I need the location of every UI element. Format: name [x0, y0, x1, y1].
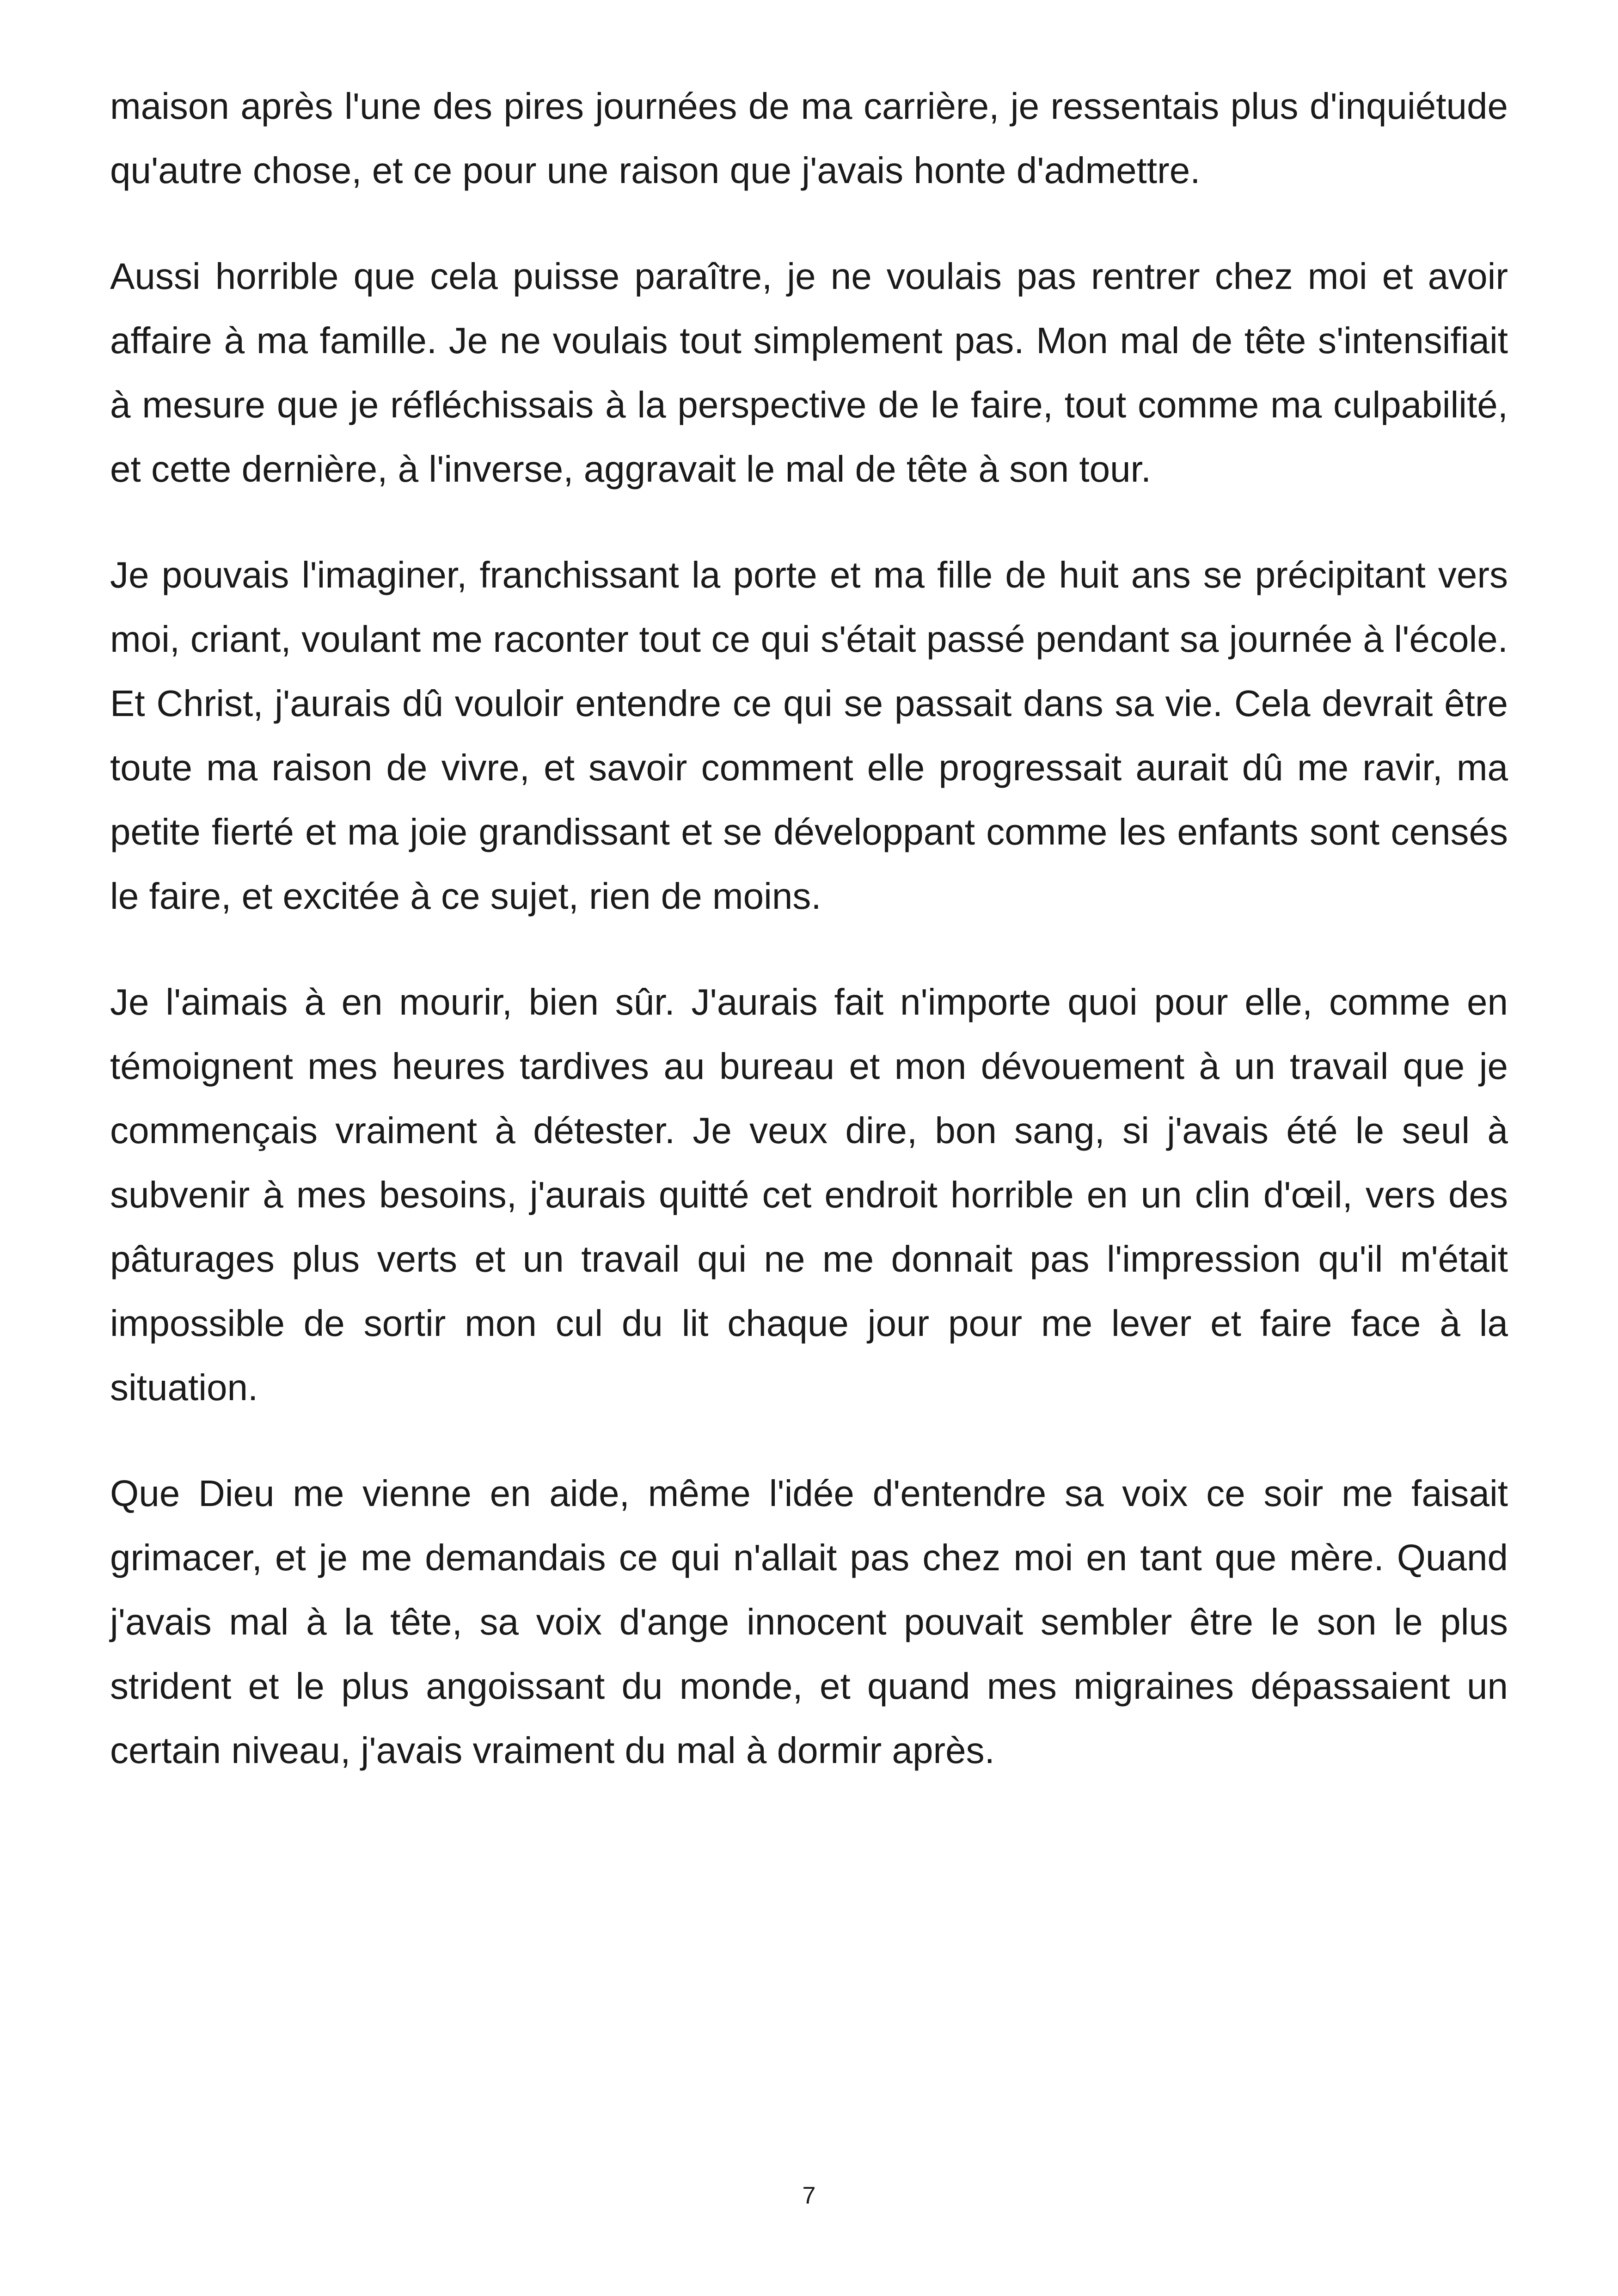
page-number: 7	[802, 2182, 816, 2209]
paragraph-2: Aussi horrible que cela puisse paraître, je ne voulais pas rentrer chez moi et avoir affaire à ma famille. Je ne voulais tout simplement pas. Mon mal de tête s'intensifiait à mesure que je réfléchissais à la perspective de le faire, tout comme ma culpabilité, et cette dernière, à l'inverse, aggravait le mal de tête à son tour.	[110, 256, 1508, 490]
body-text	[110, 74, 1508, 1824]
paragraph-5: Que Dieu me vienne en aide, même l'idée d'entendre sa voix ce soir me faisait grimacer, et je me demandais ce qui n'allait pas chez moi en tant que mère. Quand j'avais mal à la tête, sa voix d'ange innocent pouvait sembler être le son le plus strident et le plus angoissant du monde, et quand mes migraines dépassaient un certain niveau, j'avais vraiment du mal à dormir après.	[110, 1473, 1508, 1771]
paragraph-1: maison après l'une des pires journées de ma carrière, je ressentais plus d'inquiétude qu'autre chose, et ce pour une raison que j'avais honte d'admettre.	[110, 86, 1508, 191]
paragraph-4: Je l'aimais à en mourir, bien sûr. J'aurais fait n'importe quoi pour elle, comme en témoignent mes heures tardives au bureau et mon dévouement à un travail que je commençais vraiment à détester. Je veux dire, bon sang, si j'avais été le seul à subvenir à mes besoins, j'aurais quitté cet endroit horrible en un clin d'œil, vers des pâturages plus verts et un travail qui ne me donnait pas l'impression qu'il m'était impossible de sortir mon cul du lit chaque jour pour me lever et faire face à la situation.	[110, 981, 1508, 1408]
paragraph-3: Je pouvais l'imaginer, franchissant la porte et ma fille de huit ans se précipitant vers moi, criant, voulant me raconter tout ce qui s'était passé pendant sa journée à l'école. Et Christ, j'aurais dû vouloir entendre ce qui se passait dans sa vie. Cela devrait être toute ma raison de vivre, et savoir comment elle progressait aurait dû me ravir, ma petite fierté et ma joie grandissant et se développant comme les enfants sont censés le faire, et excitée à ce sujet, rien de moins.	[110, 554, 1508, 917]
